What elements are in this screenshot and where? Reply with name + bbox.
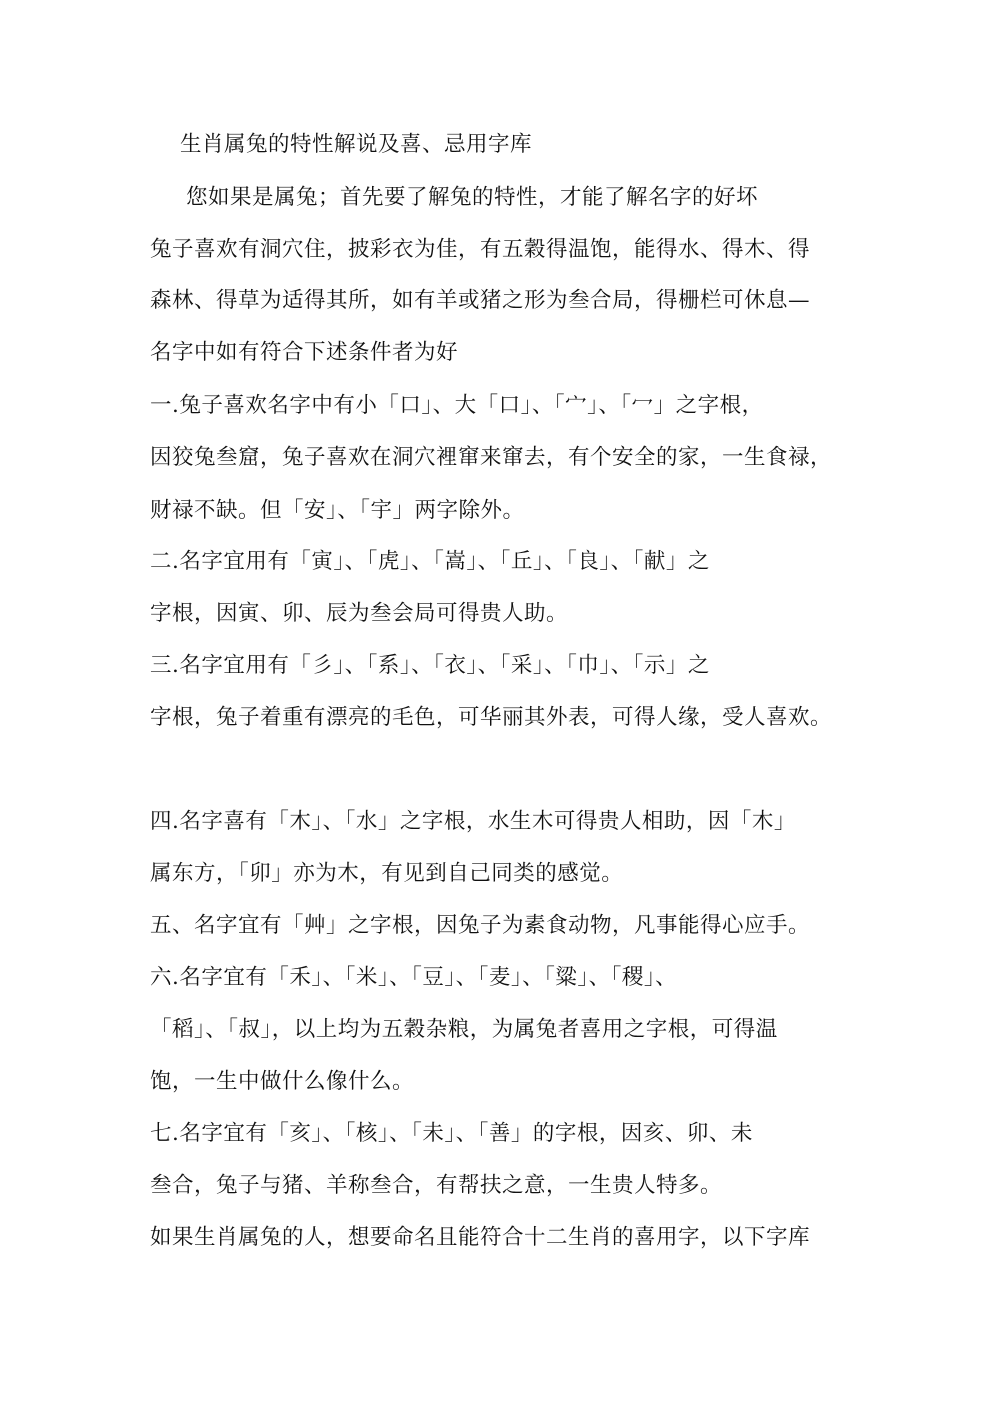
rule-6-line: 饱，一生中做什么像什么。 (150, 1069, 415, 1094)
intro-paragraph: 您如果是属兔；首先要了解兔的特性，才能了解名字的好坏 (186, 185, 759, 210)
closing-line: 如果生肖属兔的人，想要命名且能符合十二生肖的喜用字，以下字库 (150, 1225, 811, 1250)
rule-7-line: 叁合，兔子与猪、羊称叁合，有帮扶之意，一生贵人特多。 (150, 1173, 723, 1198)
rule-6-line: 「稻」、「叔」，以上均为五穀杂粮，为属兔者喜用之字根，可得温 (150, 1017, 778, 1042)
rule-6-line: 六.名字宜有「禾」、「米」、「豆」、「麦」、「粱」、「稷」、 (150, 965, 678, 990)
rule-3-line: 三.名字宜用有「彡」、「系」、「衣」、「采」、「巾」、「示」之 (150, 653, 710, 678)
rule-4-line: 四.名字喜有「木」、「水」之字根，水生木可得贵人相助，因「木」 (150, 809, 796, 834)
rule-1-line: 一.兔子喜欢名字中有小「口」、大「口」、「宀」、「冖」之字根， (150, 393, 764, 418)
rule-4-line: 属东方，「卯」亦为木，有见到自己同类的感觉。 (150, 861, 624, 886)
body-line: 森林、得草为适得其所，如有羊或猪之形为叁合局，得栅栏可休息— (150, 288, 811, 313)
rule-1-line: 因狡兔叁窟，兔子喜欢在洞穴裡窜来窜去，有个安全的家，一生食禄， (150, 445, 833, 470)
rule-1-line: 财禄不缺。但「安」、「宇」两字除外。 (150, 498, 525, 523)
rule-3-line: 字根，兔子着重有漂亮的毛色，可华丽其外表，可得人缘，受人喜欢。 (150, 705, 833, 730)
rule-2-line: 字根，因寅、卯、辰为叁会局可得贵人助。 (150, 601, 569, 626)
rule-7-line: 七.名字宜有「亥」、「核」、「未」、「善」的字根，因亥、卯、未 (150, 1121, 753, 1146)
rule-5-line: 五、名字宜有「艸」之字根，因兔子为素食动物，凡事能得心应手。 (150, 913, 811, 938)
document-title: 生肖属兔的特性解说及喜、忌用字库 (180, 132, 533, 157)
rule-2-line: 二.名字宜用有「寅」、「虎」、「嵩」、「丘」、「良」、「献」之 (150, 549, 710, 574)
body-line: 兔子喜欢有洞穴住，披彩衣为佳，有五穀得温饱，能得水、得木、得 (150, 237, 811, 262)
body-line: 名字中如有符合下述条件者为好 (150, 340, 459, 365)
